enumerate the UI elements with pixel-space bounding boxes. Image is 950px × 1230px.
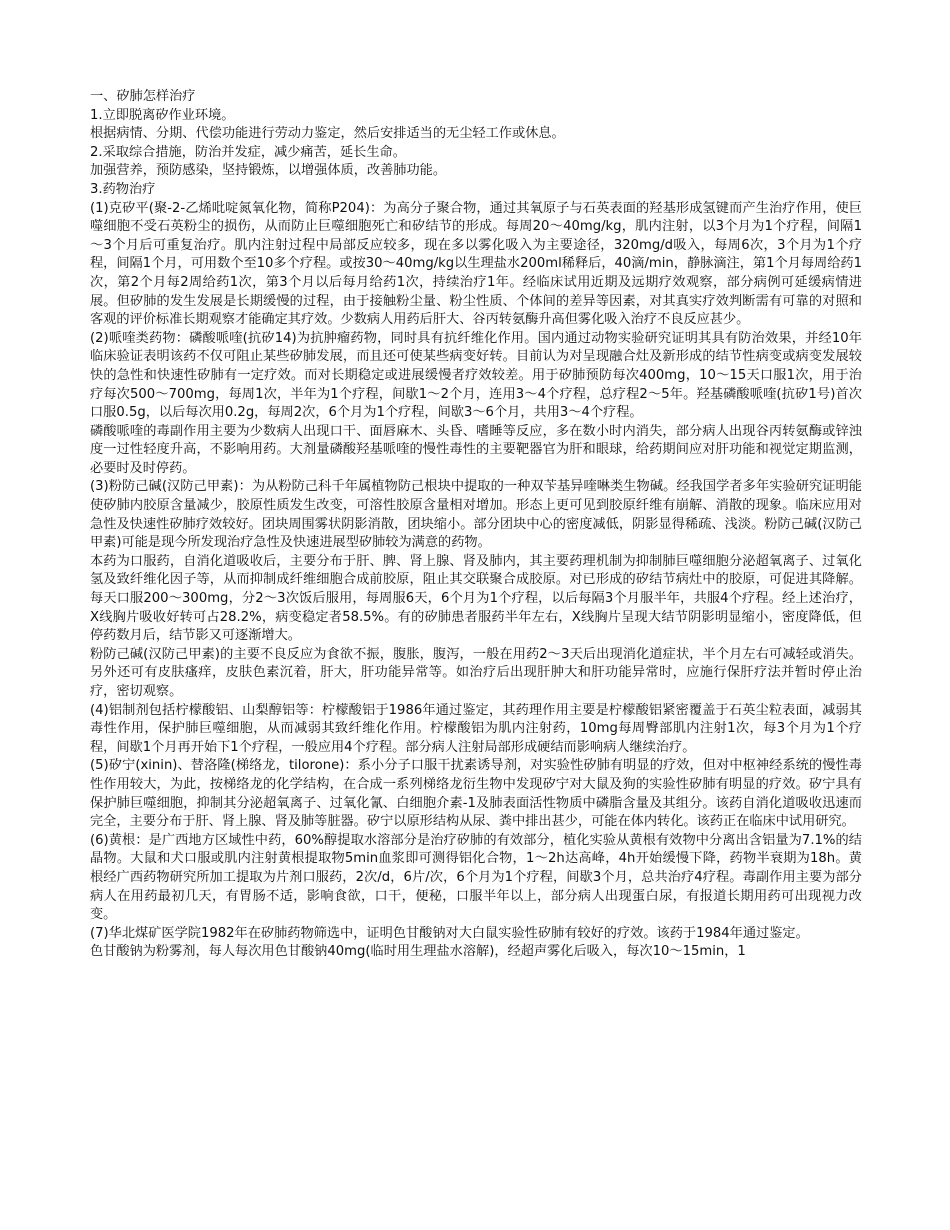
subheading-2: 2.采取综合措施，防治并发症，减少痛苦，延长生命。 bbox=[90, 144, 406, 160]
section-heading: 一、矽肺怎样治疗 bbox=[90, 89, 196, 104]
paragraph-drug-7: (7)华北煤矿医学院1982年在矽肺药物筛选中，证明色甘酸钠对大白鼠实验性矽肺有较好的疗效。该药于1984年通过鉴定。 bbox=[90, 925, 809, 941]
subheading-3: 3.药物治疗 bbox=[90, 181, 156, 197]
paragraph: 磷酸哌喹的毒副作用主要为少数病人出现口干、面唇麻木、头昏、嗜睡等反应，多在数小时内消失，部分病人出现谷丙转氨酶或锌浊度一过性轻度升高，不影响用药。大剂量磷酸羟基哌喹的慢性毒性的主要靶器官为肝和眼球，给药期间应对肝功能和视觉定期监测，必要时及时停药。 bbox=[90, 423, 862, 476]
paragraph: 粉防己碱(汉防己甲素)的主要不良反应为食欲不振，腹胀，腹泻，一般在用药2～3天后出现消化道症状，半个月左右可减轻或消失。另外还可有皮肤瘙痒，皮肤色素沉着，肝大，肝功能异常等。如治疗后出现肝肿大和肝功能异常时，应施行保肝疗法并暂时停止治疗，密切观察。 bbox=[90, 646, 862, 699]
paragraph-drug-3: (3)粉防己碱(汉防己甲素)：为从粉防己科千年属植物防己根块中提取的一种双苄基异喹啉类生物碱。经我国学者多年实验研究证明能使矽肺内胶原含量减少，胶原性质发生改变，可溶性胶原含量相对增加。形态上更可见到胶原纤维有崩解、消散的现象。临床应用对急性及快速性矽肺疗效较好。团块周围雾状阴影消散，团块缩小。部分团块中心的密度减低，阴影显得稀疏、浅淡。粉防己碱(汉防己甲素)可能是现今所发现治疗急性及快速进展型矽肺较为满意的药物。 bbox=[90, 479, 862, 551]
subheading-1: 1.立即脱离矽作业环境。 bbox=[90, 107, 235, 123]
paragraph: 色甘酸钠为粉雾剂，每人每次用色甘酸钠40mg(临时用生理盐水溶解)，经超声雾化后吸入，每次10～15min，1 bbox=[90, 944, 746, 960]
paragraph-drug-2: (2)哌喹类药物：磷酸哌喹(抗矽14)为抗肿瘤药物，同时具有抗纤维化作用。国内通过动物实验研究证明其具有防治效果，并经10年临床验证表明该药不仅可阻止某些矽肺发展，而且还可使某些病变好转。目前认为对呈现融合灶及新形成的结节性病变或病变发展较快的急性和快速性矽肺有一定疗效。而对长期稳定或进展缓慢者疗效较差。用于矽肺预防每次400mg，10～15天口服1次，用于治疗每次500～700mg，每周1次，半年为1个疗程，间歇1～2个月，连用3～4个疗程，总疗程2～5年。羟基磷酸哌喹(抗矽1号)首次口服0.5g，以后每次用0.2g，每周2次，6个月为1个疗程，间歇3～6个月，共用3～4个疗程。 bbox=[90, 330, 862, 421]
paragraph-drug-6: (6)黄根：是广西地方区域性中药，60%醇提取水溶部分是治疗矽肺的有效部分，植化实验从黄根有效物中分离出含铝量为7.1%的结晶物。大鼠和犬口服或肌内注射黄根提取物5min血浆即可测得铝化合物，1～2h达高峰，4h开始缓慢下降，药物半衰期为18h。黄根经广西药物研究所加工提取为片剂口服药，2次/d，6片/次，6个月为1个疗程，间歇3个月，总共治疗4疗程。毒副作用主要为部分病人在用药最初几天，有胃肠不适，影响食欲，口干，便秘，口服半年以上，部分病人出现蛋白尿，有报道长期用药可出现视力改变。 bbox=[90, 832, 862, 923]
paragraph-drug-1: (1)克矽平(聚-2-乙烯吡啶氮氧化物，简称P204)：为高分子聚合物，通过其氧原子与石英表面的羟基形成氢键而产生治疗作用，使巨噬细胞不受石英粉尘的损伤，从而防止巨噬细胞死亡和矽结节的形成。每周20～40mg/kg，肌内注射，以3个月为1个疗程，间隔1～3个月后可重复治疗。肌内注射过程中局部反应较多，现在多以雾化吸入为主要途径，320mg/d吸入，每周6次，3个月为1个疗程，间隔1个月，可用数个至10多个疗程。或按30～40mg/kg以生理盐水200ml稀释后，40滴/min，静脉滴注，第1个月每周给药1次，第2个月每2周给药1次，第3个月以后每月给药1次，持续治疗1年。经临床试用近期及远期疗效观察，部分病例可延缓病情进展。但矽肺的发生发展是长期缓慢的过程，由于接触粉尘量、粉尘性质、个体间的差异等因素，对其真实疗效判断需有可靠的对照和客观的评价标准长期观察才能确定其疗效。少数病人用药后肝大、谷丙转氨酶升高但雾化吸入治疗不良反应甚少。 bbox=[90, 200, 863, 328]
paragraph: 根据病情、分期、代偿功能进行劳动力鉴定，然后安排适当的无尘轻工作或休息。 bbox=[90, 126, 565, 142]
paragraph: 加强营养，预防感染，坚持锻炼，以增强体质，改善肺功能。 bbox=[90, 163, 447, 179]
document-body bbox=[90, 88, 862, 962]
paragraph: 本药为口服药，自消化道吸收后，主要分布于肝、脾、肾上腺、肾及肺内，其主要药理机制为抑制肺巨噬细胞分泌超氧离子、过氧化氢及致纤维化因子等，从而抑制成纤维细胞合成前胶原，阻止其交联聚合成胶原。对已形成的矽结节病灶中的胶原，可促进其降解。每天口服200～300mg，分2～3次饭后服用，每周服6天，6个月为1个疗程，以后每隔3个月服半年，共服4个疗程。经上述治疗，X线胸片吸收好转可占28.2%，病变稳定者58.5%。有的矽肺患者服药半年左右，X线胸片呈现大结节阴影明显缩小，密度降低，但停药数月后，结节影又可逐渐增大。 bbox=[90, 553, 862, 644]
paragraph-drug-4: (4)铝制剂包括柠檬酸铝、山梨醇铝等：柠檬酸铝于1986年通过鉴定，其药理作用主要是柠檬酸铝紧密覆盖于石英尘粒表面，减弱其毒性作用，保护肺巨噬细胞，从而减弱其致纤维化作用。柠檬酸铝为肌内注射药，10mg每周臀部肌内注射1次，每3个月为1个疗程，间歇1个月再开始下1个疗程，一般应用4个疗程。部分病人注射局部形成硬结而影响病人继续治疗。 bbox=[90, 702, 862, 755]
paragraph-drug-5: (5)矽宁(xinin)、替洛隆(梯络龙，tilorone)：系小分子口服干扰素诱导剂，对实验性矽肺有明显的疗效，但对中枢神经系统的慢性毒性作用较大，为此，按梯络龙的化学结构，在合成一系列梯络龙衍生物中发现矽宁对大鼠及狗的实验性矽肺有明显的疗效。矽宁具有保护肺巨噬细胞，抑制其分泌超氧离子、过氧化氰、白细胞介素-1及肺表面活性物质中磷脂含量及其组分。该药自消化道吸收迅速而完全，主要分布于肝、肾上腺、肾及肺等脏器。矽宁以原形结构从尿、粪中排出甚少，可能在体内转化。该药正在临床中试用研究。 bbox=[90, 758, 862, 830]
